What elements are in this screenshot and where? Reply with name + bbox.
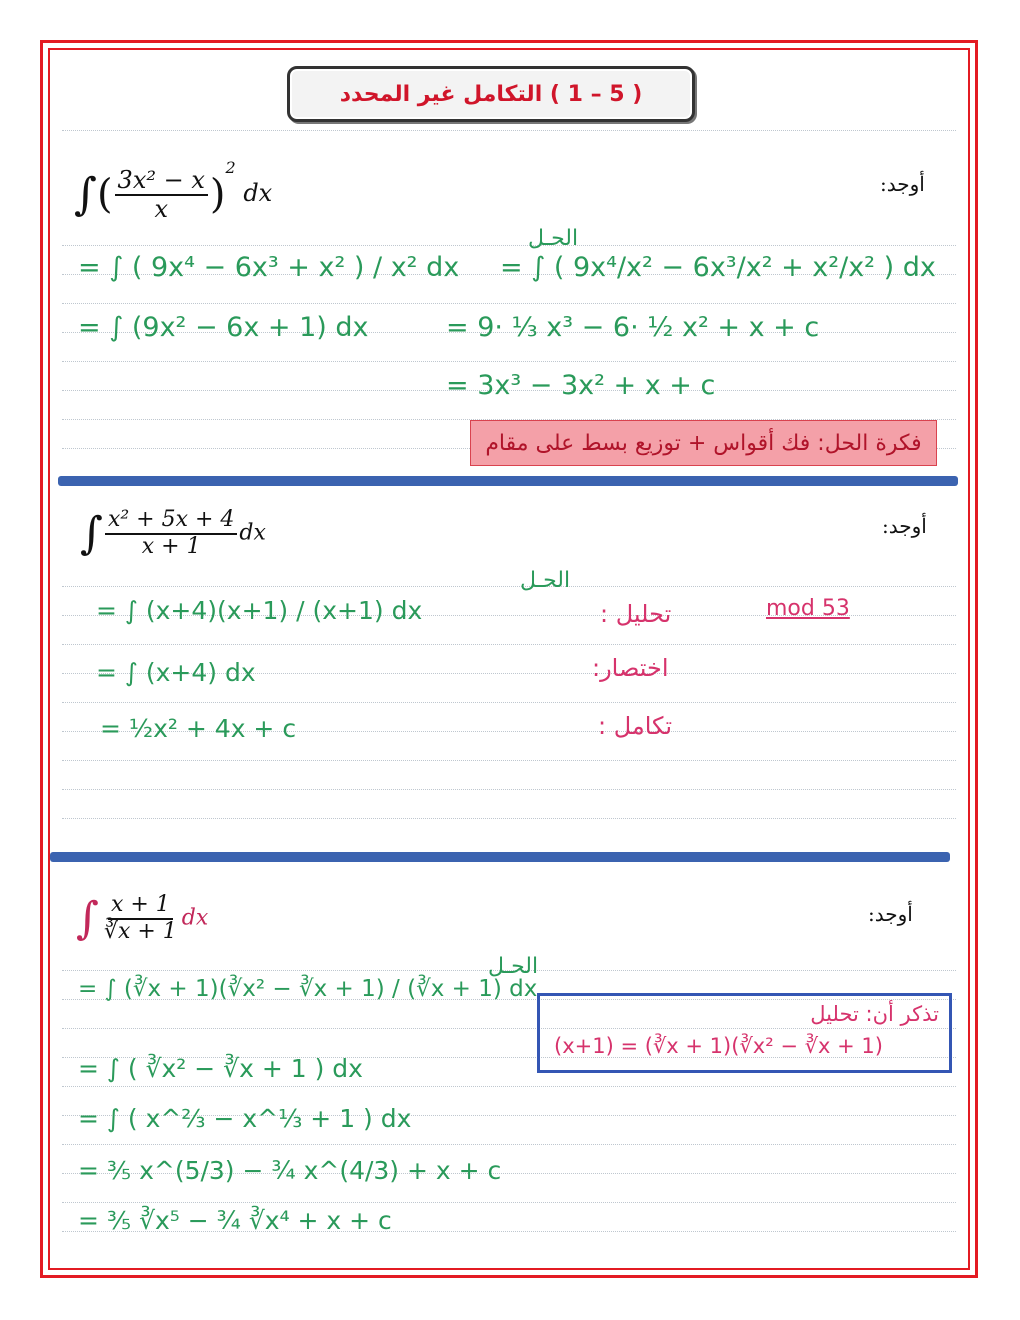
step-right-2: = 9· ⅓ x³ − 6· ½ x² + x + c: [446, 312, 820, 343]
find-label: أوجد:: [880, 172, 925, 196]
step-1: = ∫ (∛x + 1)(∛x² − ∛x + 1) / (∛x + 1) dx: [78, 976, 538, 1002]
question-denominator: ∛x + 1: [103, 918, 177, 944]
question-power: 2: [225, 158, 236, 177]
question-denominator: x: [154, 194, 168, 223]
question-numerator: 3x² − x: [115, 167, 208, 195]
reminder-box: [537, 993, 952, 1073]
reminder-formula: (x+1) = (∛x + 1)(∛x² − ∛x + 1): [554, 1034, 883, 1058]
question-dx: dx: [243, 179, 273, 207]
step-3: = ∫ ( x^⅔ − x^⅓ + 1 ) dx: [78, 1104, 412, 1133]
step-4: = ⅗ x^(5/3) − ¾ x^(4/3) + x + c: [78, 1156, 502, 1185]
problem-1-question: ∫( $\frac{\text{3x² − x}}{x}$ )$^2$ dx: [74, 158, 273, 223]
step-left-2: = ∫ (9x² − 6x + 1) dx: [78, 312, 369, 343]
step-2: = ∫ ( ∛x² − ∛x + 1 ) dx: [78, 1054, 363, 1083]
note-integrate: تكامل :: [598, 712, 672, 740]
page-title-text: ( 5 – 1 ) التكامل غير المحدد: [339, 81, 643, 107]
find-label: أوجد:: [882, 514, 927, 538]
step-3: = ½x² + 4x + c: [100, 714, 297, 743]
step-left-1: = ∫ ( 9x⁴ − 6x³ + x² ) / x² dx: [78, 252, 460, 283]
step-right-1: = ∫ ( 9x⁴/x² − 6x³/x² + x²/x² ) dx: [500, 252, 936, 283]
step-2: = ∫ (x+4) dx: [96, 658, 256, 687]
solution-label: الحـل: [520, 568, 571, 593]
question-denominator: x + 1: [141, 533, 201, 559]
question-numerator: x² + 5x + 4: [105, 508, 237, 534]
step-5: = ⅗ ∛x⁵ − ¾ ∛x⁴ + x + c: [78, 1206, 392, 1235]
find-label: أوجد:: [868, 902, 913, 926]
solution-label: الحـل: [528, 226, 579, 251]
solution-idea-text: فكرة الحل: فك أقواس + توزيع بسط على مقام: [485, 430, 922, 456]
section-divider: [50, 852, 950, 862]
note-factor: تحليل :: [600, 600, 672, 628]
note-cancel: اختصار:: [592, 654, 669, 682]
page-title: [287, 66, 695, 122]
question-dx: dx: [239, 520, 266, 546]
problem-2-question: ∫ $\frac{\text{x² + 5x + 4}}{x + 1}$ dx: [80, 507, 266, 559]
section-divider: [58, 476, 958, 486]
solution-label: الحـل: [488, 954, 539, 979]
step-right-3: = 3x³ − 3x² + x + c: [446, 370, 716, 401]
reminder-title: تذكر أن: تحليل: [810, 1002, 939, 1026]
solution-idea-box: [470, 420, 937, 466]
problem-3-question: ∫ $\frac{x + 1}{∛x + 1}$ dx: [76, 892, 209, 944]
step-1: = ∫ (x+4)(x+1) / (x+1) dx: [96, 596, 423, 625]
question-dx: dx: [181, 905, 209, 931]
mod-tag: mod 53: [766, 596, 850, 621]
question-numerator: x + 1: [108, 893, 173, 919]
